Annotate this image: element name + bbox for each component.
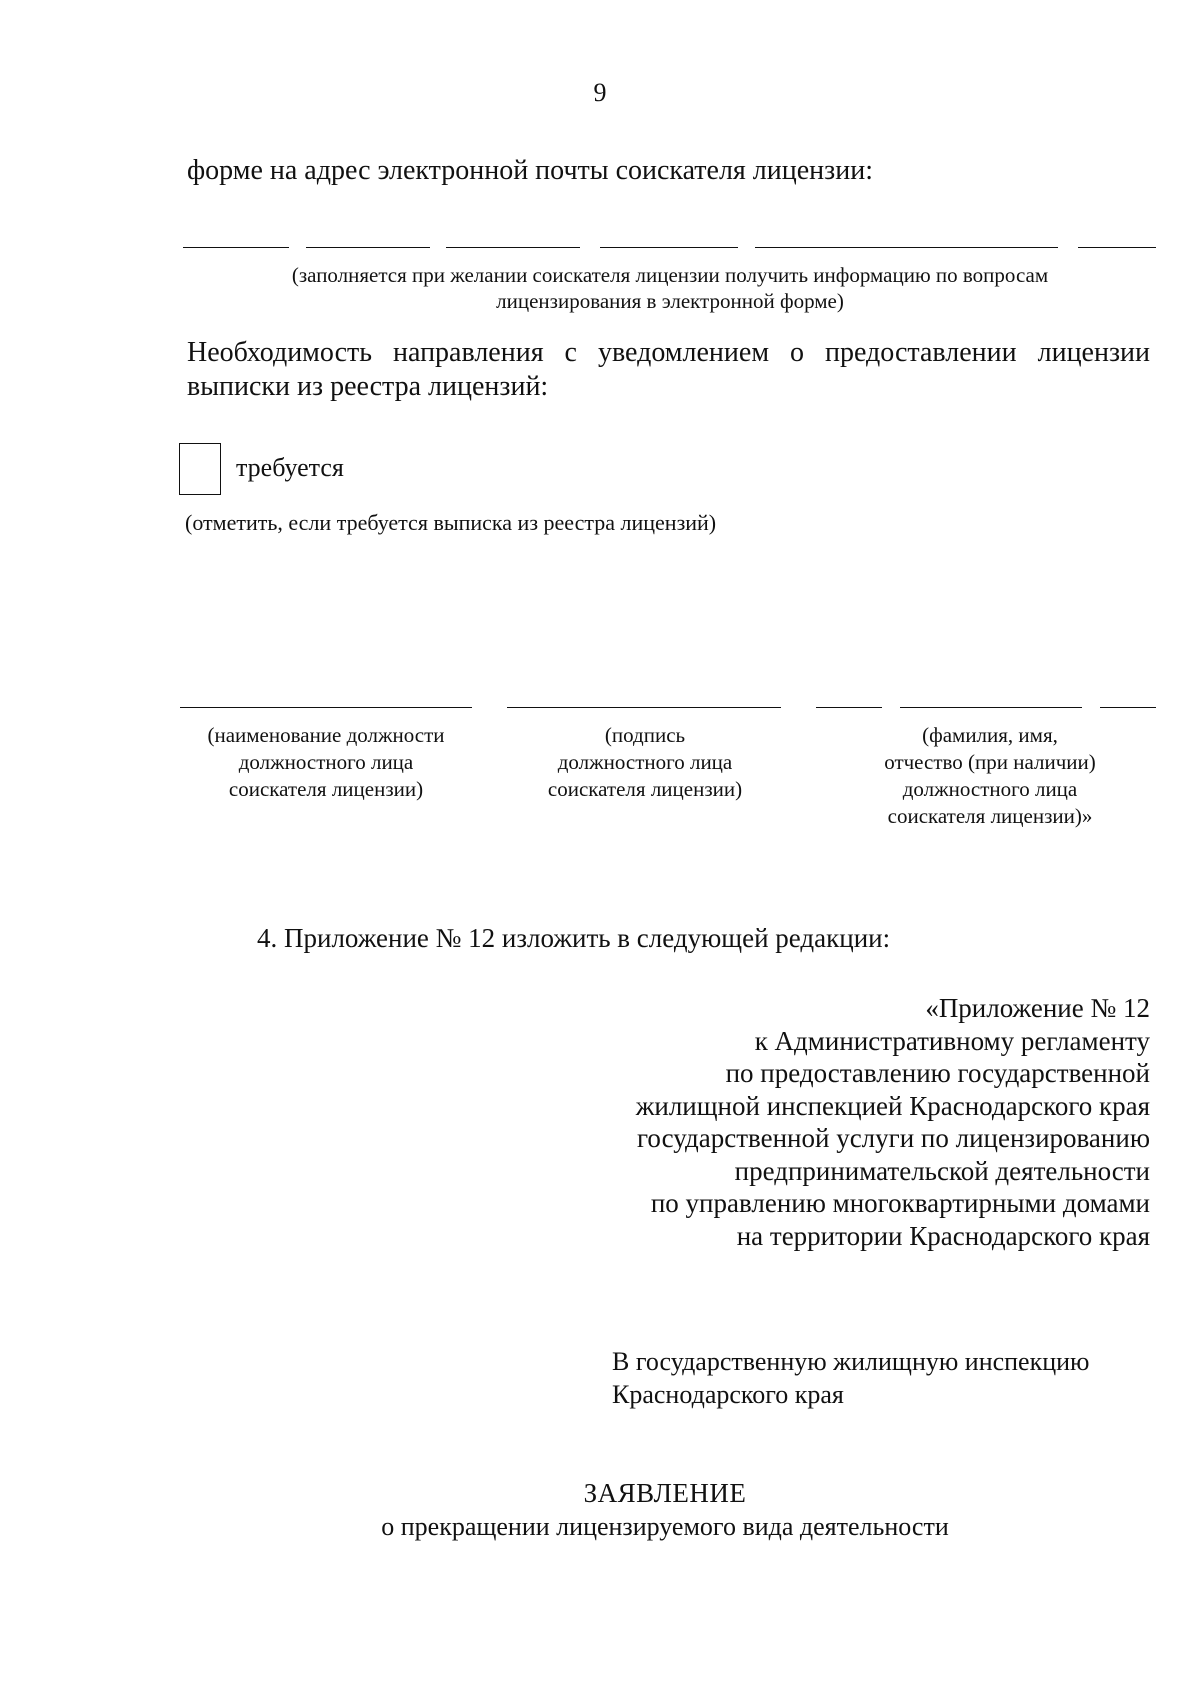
email-line-segment [1078,247,1156,248]
caption-line: должностного лица [557,750,733,774]
appendix-line: на территории Краснодарского края [736,1220,1150,1251]
extract-required-checkbox[interactable] [179,443,221,495]
appendix-line: по управлению многоквартирными домами [650,1188,1150,1218]
name-caption [840,722,1140,830]
email-line-segment [600,247,738,248]
caption-line: соискателя лицензии) [547,777,743,801]
name-line-segment [900,707,1082,708]
addressee [612,1345,1089,1411]
caption-line: отчество (при наличии) [884,750,1096,774]
checkbox-note: (отметить, если требуется выписка из реестра лицензий) [185,510,717,535]
caption-line: должностного лица [238,750,414,774]
email-note-line-1: (заполняется при желании соискателя лицензии получить информацию по вопросам [291,263,1049,287]
signature-caption [500,722,790,803]
name-line-segment [1100,707,1156,708]
position-caption [170,722,482,803]
caption-line: соискателя лицензии)» [887,804,1093,828]
name-line-segment [816,707,882,708]
page-number: 9 [593,78,607,107]
caption-line: должностного лица [902,777,1078,801]
email-line-segment [446,247,580,248]
caption-line: (фамилия, имя, [922,723,1058,747]
appendix-line: предпринимательской деятельности [734,1155,1150,1186]
appendix-line: «Приложение № 12 [925,993,1150,1023]
addressee-line-2: Краснодарского края [612,1380,844,1409]
email-paragraph: форме на адрес электронной почты соискателя лицензии: [187,155,873,186]
item-4-paragraph: 4. Приложение № 12 изложить в следующей редакции: [257,923,891,953]
appendix-line: по предоставлению государственной [725,1058,1150,1088]
signature-field-line[interactable] [507,707,781,708]
caption-line: (подпись [604,723,686,747]
appendix-line: к Административному регламенту [754,1025,1150,1056]
email-line-segment [183,247,289,248]
email-line-segment [755,247,1058,248]
email-note-line-2: лицензирования в электронной форме) [496,289,844,313]
extract-paragraph: Необходимость направления с уведомлением о предоставлении лицензии выписки из реестра лицензий: [187,337,1150,402]
statement-subtitle: о прекращении лицензируемого вида деятельности [381,1512,949,1541]
caption-line: (наименование должности [207,723,445,747]
caption-line: соискателя лицензии) [228,777,424,801]
checkbox-label: требуется [236,453,344,482]
appendix-line: жилищной инспекцией Краснодарского края [635,1090,1150,1121]
addressee-line-1: В государственную жилищную инспекцию [612,1347,1090,1376]
appendix-heading [636,992,1150,1252]
appendix-line: государственной услуги по лицензированию [637,1123,1150,1153]
email-line-segment [306,247,430,248]
email-note [180,262,1160,314]
position-field-line[interactable] [180,707,472,708]
statement-title: ЗАЯВЛЕНИЕ [583,1478,747,1508]
